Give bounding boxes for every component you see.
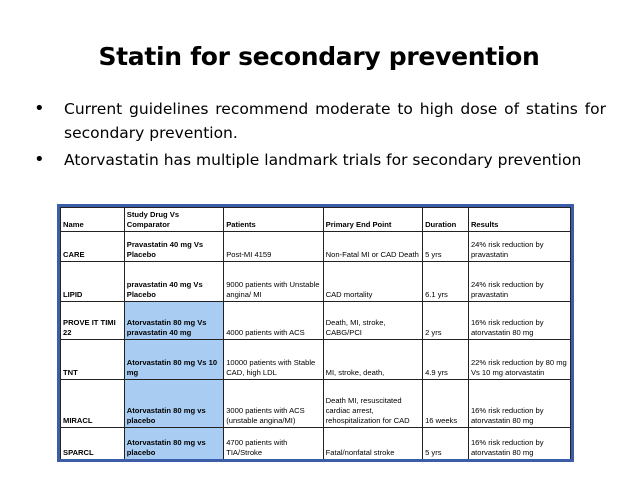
bullet-item: • Atorvastatin has multiple landmark trials for secondary prevention [34, 148, 606, 172]
endpoint-cell: CAD mortality [323, 262, 422, 302]
duration-cell: 2 yrs [423, 302, 469, 340]
table-row [61, 428, 571, 460]
header-cell: Primary End Point [323, 208, 422, 232]
endpoint-cell: Non-Fatal MI or CAD Death [323, 232, 422, 262]
results-cell: 16% risk reduction by atorvastatin 80 mg [468, 380, 570, 428]
patients-cell: 4700 patients with TIA/Stroke [224, 428, 323, 460]
study-drug-cell: Pravastatin 40 mg Vs Placebo [124, 232, 223, 262]
table-header-row [61, 208, 571, 232]
bullet-item: • Current guidelines recommend moderate to high dose of statins for secondary prevention. [34, 97, 606, 145]
trials-table [57, 204, 574, 462]
results-cell: 22% risk reduction by 80 mg Vs 10 mg atorvastatin [468, 340, 570, 380]
patients-cell: 9000 patients with Unstable angina/ MI [224, 262, 323, 302]
patients-cell: 10000 patients with Stable CAD, high LDL [224, 340, 323, 380]
table-row [61, 302, 571, 340]
study-drug-cell: Atorvastatin 80 mg vs placebo [124, 428, 223, 460]
endpoint-cell: Death, MI, stroke, CABG/PCI [323, 302, 422, 340]
header-cell: Name [61, 208, 125, 232]
table-row [61, 380, 571, 428]
header-cell: Duration [423, 208, 469, 232]
results-cell: 16% risk reduction by atorvastatin 80 mg [468, 302, 570, 340]
patients-cell: Post-MI 4159 [224, 232, 323, 262]
duration-cell: 4.9 yrs [423, 340, 469, 380]
trial-name-cell: PROVE IT TIMI 22 [61, 302, 125, 340]
trial-name-cell: SPARCL [61, 428, 125, 460]
table-row [61, 340, 571, 380]
study-drug-cell: Atorvastatin 80 mg vs placebo [124, 380, 223, 428]
endpoint-cell: Death MI, resuscitated cardiac arrest, rehospitalization for CAD [323, 380, 422, 428]
patients-cell: 4000 patients with ACS [224, 302, 323, 340]
trial-name-cell: LIPID [61, 262, 125, 302]
duration-cell: 6.1 yrs [423, 262, 469, 302]
table-row [61, 232, 571, 262]
trial-name-cell: TNT [61, 340, 125, 380]
study-drug-cell: pravastatin 40 mg Vs Placebo [124, 262, 223, 302]
results-cell: 24% risk reduction by pravastatin [468, 232, 570, 262]
patients-cell: 3000 patients with ACS (unstable angina/MI) [224, 380, 323, 428]
results-cell: 16% risk reduction by atorvastatin 80 mg [468, 428, 570, 460]
duration-cell: 5 yrs [423, 232, 469, 262]
header-cell: Patients [224, 208, 323, 232]
endpoint-cell: MI, stroke, death, [323, 340, 422, 380]
bullet-list [34, 97, 606, 175]
trial-name-cell: MIRACL [61, 380, 125, 428]
results-cell: 24% risk reduction by pravastatin [468, 262, 570, 302]
slide-title: Statin for secondary prevention [98, 42, 540, 71]
header-cell: Study Drug Vs Comparator [124, 208, 223, 232]
study-drug-cell: Atorvastatin 80 mg Vs 10 mg [124, 340, 223, 380]
trial-name-cell: CARE [61, 232, 125, 262]
endpoint-cell: Fatal/nonfatal stroke [323, 428, 422, 460]
header-cell: Results [468, 208, 570, 232]
table-row [61, 262, 571, 302]
duration-cell: 5 yrs [423, 428, 469, 460]
duration-cell: 16 weeks [423, 380, 469, 428]
study-drug-cell: Atorvastatin 80 mg Vs pravastatin 40 mg [124, 302, 223, 340]
